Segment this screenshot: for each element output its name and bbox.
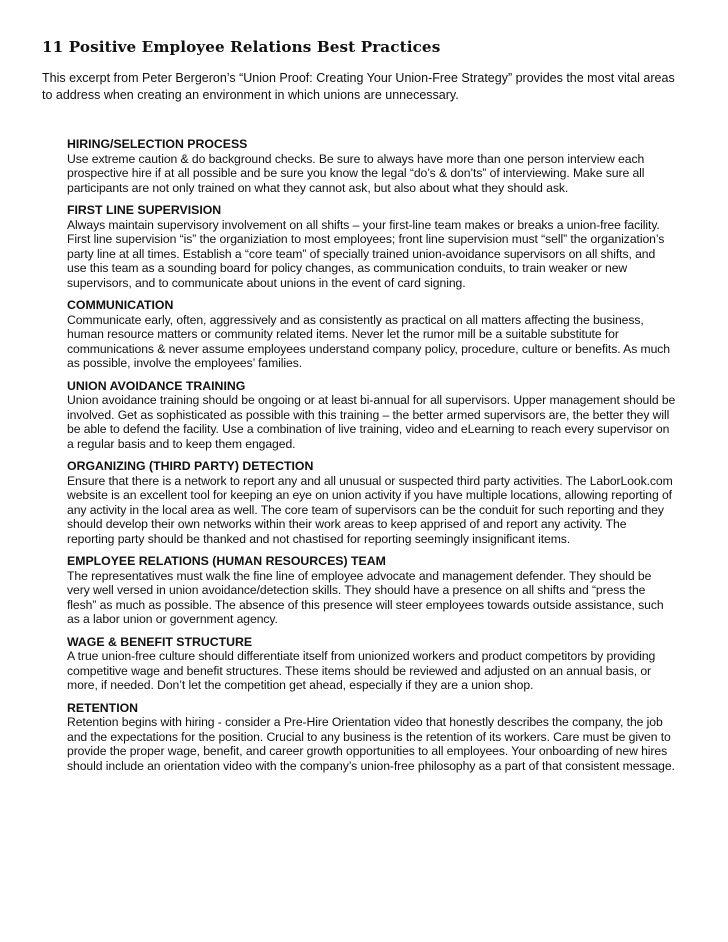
section-body: Union avoidance training should be ongoing or at least bi-annual for all supervisors. Upper management should be involved. Get as sophisticated as possible with this training – the better armed supervisors are, the better they will be able to defend the facility. Use a combination of live training, video and eLearning to reach every supervisor on a regular basis and to keep them engaged. (67, 393, 676, 451)
practices-list (67, 137, 677, 781)
section-body: The representatives must walk the fine line of employee advocate and management defender. They should be very well versed in union avoidance/detection skills. They should have a presence on all shifts and “press the flesh” as much as possible. The absence of this presence will steer employees towards outside assistance, such as a labor union or government agency. (67, 568, 664, 626)
section-heading: COMMUNICATION (67, 298, 174, 312)
section-heading: WAGE & BENEFIT STRUCTURE (67, 634, 253, 649)
section-heading: EMPLOYEE RELATIONS (HUMAN RESOURCES) TEAM (67, 554, 386, 568)
section-wage-benefit-structure (67, 635, 677, 693)
section-body: Ensure that there is a network to report any and all unusual or suspected third party activities. The LaborLook.com website is an excellent tool for keeping an eye on union activity if you have multiple locations, allowing reporting of any activity in the local area as well. The core team of supervisors can be the conduit for such reporting and they should develop their own networks within their work areas to keep apprised of and report any activity. The reporting party should be thanked and not chastised for reporting seemingly insignificant items. (67, 473, 673, 546)
intro-paragraph: This excerpt from Peter Bergeron’s “Union Proof: Creating Your Union-Free Strategy” provides the most vital areas to address when creating an environment in which unions are unnecessary. (42, 71, 675, 102)
document-title: 11 Positive Employee Relations Best Practices (42, 38, 441, 56)
section-union-avoidance-training (67, 379, 677, 452)
section-employee-relations-team (67, 554, 677, 627)
section-heading: HIRING/SELECTION PROCESS (67, 137, 248, 151)
section-heading: FIRST LINE SUPERVISION (67, 203, 222, 217)
section-body: A true union-free culture should differentiate itself from unionized workers and product competitors by providing competitive wage and benefit structures. These items should be reviewed and adjusted on an annual basis, or more, if needed. Don’t let the competition get ahead, especially if they are a union shop. (67, 649, 656, 692)
section-body: Retention begins with hiring - consider a Pre-Hire Orientation video that honestly describes the company, the job and the expectations for the position. Crucial to any business is the retention of its workers. Care must be given to provide the proper wage, benefit, and career growth opportunities to all employees. Your onboarding of new hires should include an orientation video with the company’s union-free philosophy as a part of that consistent message. (67, 715, 675, 773)
section-hiring (67, 137, 677, 195)
section-body: Use extreme caution & do background checks. Be sure to always have more than one person interview each prospective hire if at all possible and be sure you know the legal “do’s & don’ts” of interviewing. Make sure all participants are not only trained on what they cannot ask, but also about what they should ask. (67, 151, 645, 195)
section-heading: ORGANIZING (THIRD PARTY) DETECTION (67, 459, 314, 473)
section-body: Communicate early, often, aggressively and as consistently as practical on all matters affecting the business, human resource matters or community related items. Never let the rumor mill be a suitable substitute for communications & never assume employees understand company policy, procedure, culture or benefits. As much as possible, involve the employees’ families. (67, 312, 671, 370)
section-heading: UNION AVOIDANCE TRAINING (67, 378, 246, 393)
section-heading: RETENTION (67, 700, 139, 715)
section-first-line-supervision (67, 203, 677, 290)
section-organizing-detection (67, 459, 677, 546)
section-communication (67, 298, 677, 371)
section-retention (67, 701, 677, 774)
section-body: Always maintain supervisory involvement on all shifts – your first-line team makes or breaks a union-free facility. First line supervision “is” the organiziation to most employees; front line supervision must “sell” the organization’s party line at all times. Establish a “core team” of specially trained union-avoidance supervisors on all shifts, and use this team as a sounding board for policy changes, as communication conduits, to train weaker or new supervisors, and to communicate about unions in the event of card signing. (67, 217, 665, 290)
